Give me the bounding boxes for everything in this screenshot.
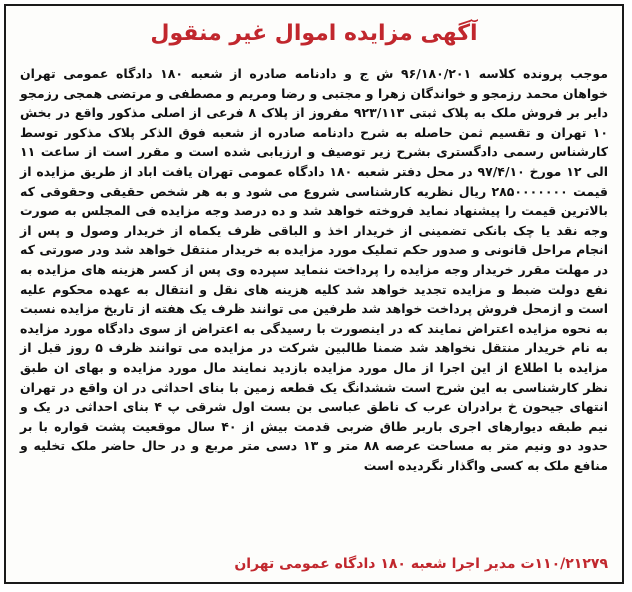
notice-signature: ۱۱۰/۲۱۲۷۹ت مدیر اجرا شعبه ۱۸۰ دادگاه عمومی تهران — [234, 556, 608, 572]
notice-body-text: موجب پرونده کلاسه ۹۶/۱۸۰/۲۰۱ ش ج و دادنامه صادره از شعبه ۱۸۰ دادگاه عمومی تهران خواهان محمد رزمجو و خواندگان زهرا و مجتبی و رضا ومریم و مصطفی و مرتضی همجی رزمجو دایر بر فروش ملک به پلاک ثبتی ۹۲۳/۱۱۳ مفروز از پلاک ۸ فرعی از اصلی مذکور واقع در بخش ۱۰ تهران و تقسیم ثمن حاصله به شرح دادنامه صادره از شعبه فوق الذکر پلاک مذکور توسط کارشناس رسمی دادگستری بشرح زیر توصیف و ارزیابی شده است و مقرر است از ساعت ۱۱ الی ۱۲ مورخ ۹۷/۴/۱۰ در محل دفتر شعبه ۱۸۰ دادگاه عمومی تهران یافت اباد از طریق مزایده از قیمت ۲۸۵۰۰۰۰۰۰۰ ریال نظریه کارشناسی شروع می شود و به هر شخص حقیقی وحقوقی که بالاترین قیمت را پیشنهاد نماید فروخته خواهد شد و ده درصد وجه مزایده فی المجلس به صورت وجه نقد یا چک بانکی تضمینی از خریدار اخذ و الباقی ظرف یکماه از خریدار وصول و پس از انجام مراحل قانونی و صدور حکم تملیک مورد مزایده به خریدار منتقل خواهد شد ودر صورتی که در مهلت مقرر خریدار وجه مزایده را پرداخت ننماید سپرده وی پس از کسر هزینه های مزایده به نفع دولت ضبط و مزایده تجدید خواهد شد کلیه هزینه های نقل و انتقال به عهده محکوم علیه است و ازمحل فروش پرداخت خواهد شد طرفین می توانند ظرف یک هفته از تاریخ مزایده نسبت به نحوه مزایده اعتراض نمایند که در اینصورت با رسیدگی به اعتراض از سوی دادگاه مورد مزایده به نام خریدار منتقل نخواهد شد ضمنا طالبین شرکت در مزایده می توانند ظرف ۵ روز قبل از مزایده با اطلاع از این اجرا از مال مورد مزایده بازدید نمایند مال مورد مزایده و بهای ان طبق نظر کارشناسی به این شرح است ششدانگ یک قطعه زمین با بنای احداثی در ان واقع در تهران انتهای جیحون خ برادران عرب ک ناطق عباسی بن بست اول شرقی پ ۴ بنای احداثی در یک و نیم طبقه دیوارهای اجری باربر طاق ضربی قدمت بیش از ۴۰ سال موقعیت پشت قواره با بر حدود دو ونیم متر به مساحت عرصه ۸۸ متر و ۱۳ دسی متر مربع و در حال حاضر ملک تخلیه و منافع ملک به کسی واگذار نگردیده است — [20, 66, 608, 473]
notice-frame — [4, 4, 624, 584]
notice-title: آگهی مزایده اموال غیر منقول — [150, 21, 478, 46]
notice-body — [20, 64, 608, 475]
